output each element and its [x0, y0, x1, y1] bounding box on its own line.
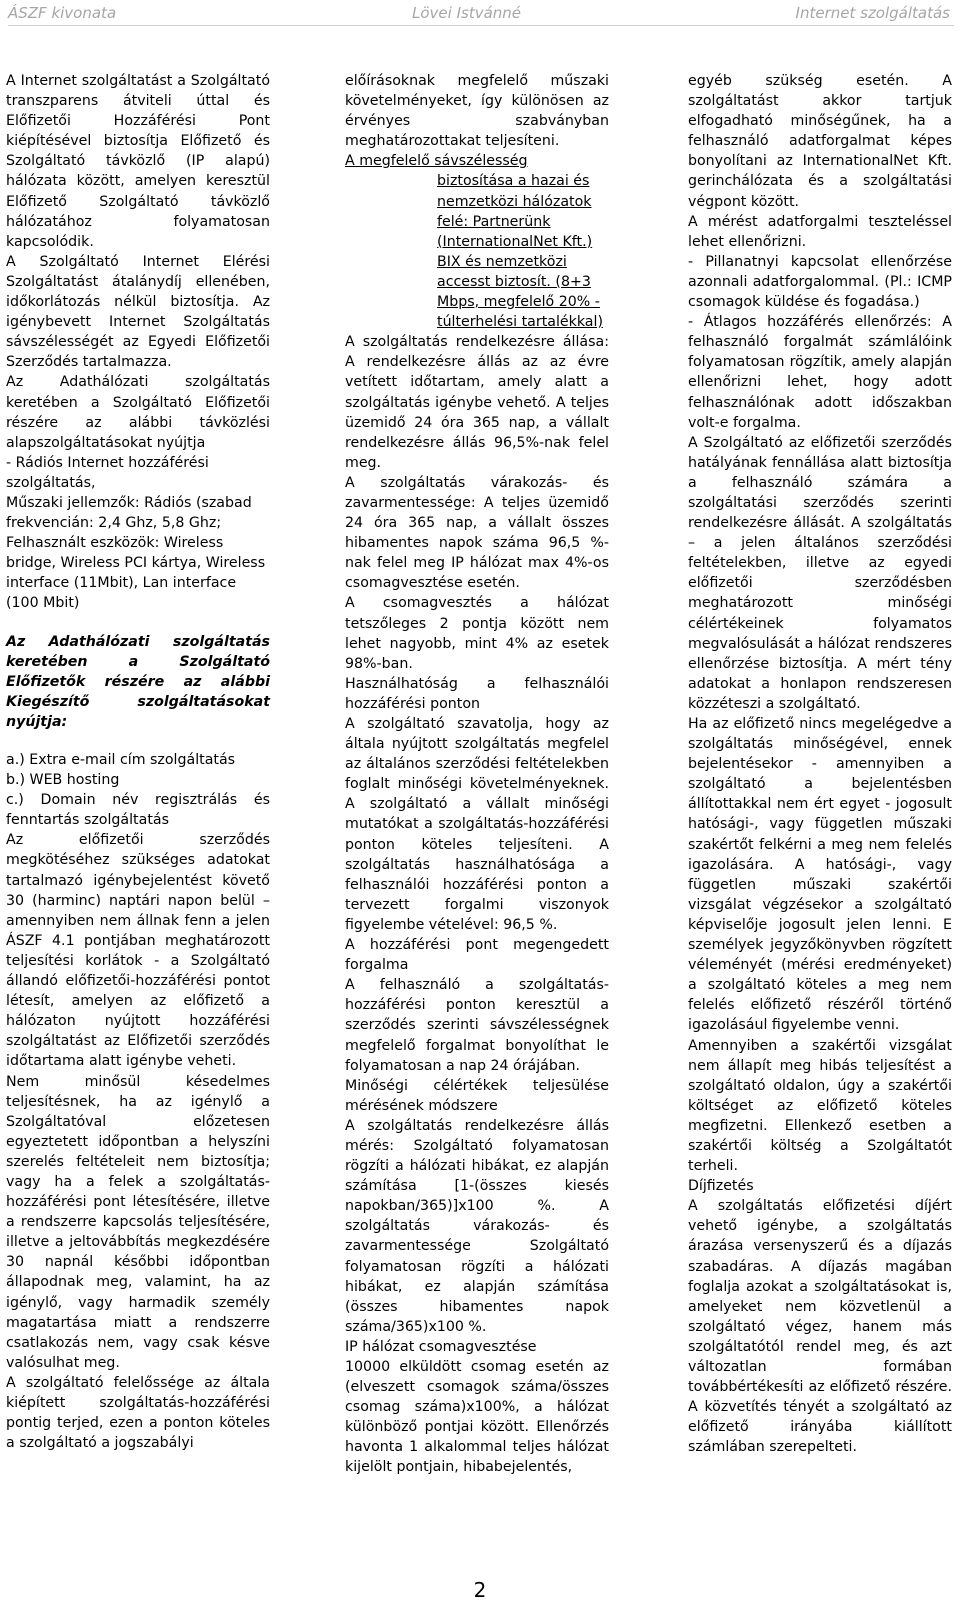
section-heading: Az Adathálózati szolgáltatás keretében a Szolgáltató Előfizetők részére az alábbi Kiegészítő szolgáltatásokat nyújtja:: [6, 633, 270, 730]
paragraph: A Internet szolgáltatást a Szolgáltató transzparens átviteli úttal és Előfizetői Hozzáférési Pont kiépítésével biztosítja Előfizető és Szolgáltató távközlő (IP alapú) hálózata között, amelyen keresztül Előfizető Szolgáltató távközlő hálózatához folyamatosan kapcsolódik.: [6, 73, 270, 250]
paragraph: A Szolgáltató Internet Elérési Szolgáltatást átalánydíj ellenében, időkorlátozás nélkül biztosítja. Az igénybevett Internet Szolgáltatás sávszélességét az Egyedi Előfizetői Szerződés tartalmazza.: [6, 253, 270, 371]
header-left: ÁSZF kivonata: [8, 4, 117, 22]
page-number: 2: [473, 1578, 487, 1602]
underlined-text: biztosítása a hazai és nemzetközi hálózatok felé: Partnerünk (InternationalNet Kft.) BIX és nemzetközi accesst biztosít. (8+3 Mbps, megfelelő 20% - túlterhelési tartalékkal): [437, 173, 603, 331]
paragraph: Nem minősül késedelmes teljesítésnek, ha az igénylő a Szolgáltatóval előzetesen egyeztetett időpontban a helyszíni szerelés feltételeit nem biztosítja; vagy ha a felek a szolgáltatás-hozzáférési pont létesítésére, illetve a rendszerre kapcsolás teljesítésére, illetve a jeltovábbítás megkezdésére 30 napnál későbbi időpontban állapodnak meg, valamint, ha az igénylő, vagy harmadik személy magatartása miatt a rendszerre csatlakozás nem, vagy csak késve valósulhat meg.: [6, 1073, 270, 1371]
header-rule: [8, 25, 954, 26]
list-item: c.) Domain név regisztrálás és fenntartás szolgáltatás: [6, 792, 270, 829]
paragraph: A szolgáltatás rendelkezésre állása: A rendelkezésre állás az az évre vetített időtartam, amely alatt a szolgáltatás igénybe vehető. A teljes üzemidő 24 óra 365 nap, a vállalt rendelkezésre állás 96,5%-nak felel meg.: [345, 334, 609, 471]
list-item: b.) WEB hosting: [6, 772, 120, 789]
paragraph: Díjfizetés: [688, 1178, 754, 1195]
paragraph: IP hálózat csomagvesztése: [345, 1338, 537, 1355]
paragraph: A szolgáltatás várakozás- és zavarmentessége: A teljes üzemidő 24 óra 365 nap, a vállalt összes hibamentes napok száma 96,5 %-nak felel meg IP hálózat max 4%-os csomagvesztése esetén.: [345, 474, 609, 592]
paragraph: A szolgáltatás előfizetési díjért vehető igénybe, a szolgáltatás árazása versenyszerű és a díjazás szabadáras. A díjazás magában foglalja azokat a szolgáltatásokat is, amelyeket nem közvetlenül a szolgáltató végez, hanem más szolgáltatótól rendel meg, és azt változatlan formában továbbértékesíti az előfizető részére. A közvetítés tényét a szolgáltató az előfizető irányába kiállított számlában szerepelteti.: [688, 1198, 952, 1456]
paragraph: Használhatóság a felhasználói hozzáférési ponton: [345, 675, 609, 712]
paragraph: Ha az előfizető nincs megelégedve a szolgáltatás minőségével, ennek bejelentésekor - amennyiben a szolgáltató a bejelentésben állítottakkal nem ért egyet - jogosult hatósági-, vagy független műszaki szakértőt felkérni a meg nem felelés igazolására. A hatósági-, vagy független műszaki szakértői vizsgálat végzésekor a szolgáltató képviselője jogosult jelen lenni. E személyek jegyzőkönyvben rögzített véleményét (mérési eredményeket) a szolgáltató köteles a meg nem felelés előfizető részéről történő igazolásául figyelembe venni.: [688, 716, 952, 1034]
paragraph: Amennyiben a szakértői vizsgálat nem állapít meg hibás teljesítést a szolgáltató oldalon, úgy a szakértői költséget az előfizető köteles megfizetni. Ellenkező esetben a szakértői költség a Szolgáltatót terheli.: [688, 1037, 952, 1175]
paragraph: A felhasználó a szolgáltatás-hozzáférési ponton keresztül a szerződés szerinti sávszélességnek megfelelő forgalmat bonyolíthat le folyamatosan a nap 24 órájában.: [345, 977, 609, 1074]
paragraph: A szolgáltató felelőssége az általa kiépített szolgáltatás-hozzáférési pontig terjed, ezen a ponton köteles a szolgáltató a jogszabályi: [6, 1374, 270, 1452]
list-item: a.) Extra e-mail cím szolgáltatás: [6, 752, 236, 768]
paragraph: Az Adathálózati szolgáltatás keretében a Szolgáltató Előfizetői részére az alábbi távközlési alapszolgáltatásokat nyújtja: [6, 374, 270, 451]
paragraph: A szolgáltatás rendelkezésre állás mérés: Szolgáltató folyamatosan rögzíti a hálózati hibákat, ez alapján számítása [1-(összes kiesés napokban/365)]x100 %. A szolgáltatás várakozás- és zavarmentessége Szolgáltató folyamatosan rögzíti a hálózati hibákat, ez alapján számítása (összes hibamentes napok száma/365)x100 %.: [345, 1117, 609, 1335]
column-1: [6, 71, 270, 1453]
paragraph: - Pillanatnyi kapcsolat ellenőrzése azonnali adatforgalommal. (Pl.: ICMP csomagok küldése és fogadása.): [688, 253, 952, 311]
paragraph: Minőségi célértékek teljesülése mérésének módszere: [345, 1077, 609, 1114]
underlined-heading: A megfelelő sávszélesség: [345, 153, 528, 170]
header-center: Lövei Istvánné: [412, 4, 522, 22]
paragraph: A mérést adatforgalmi teszteléssel lehet ellenőrizni.: [688, 213, 952, 250]
page-header: [0, 4, 960, 26]
paragraph: Műszaki jellemzők: Rádiós (szabad frekvencián: 2,4 Ghz, 5,8 Ghz; Felhasznált eszközök: Wireless bridge, Wireless PCI kártya, Wireless interface (11Mbit), Lan interface (100 Mbit): [6, 494, 266, 612]
paragraph: 10000 elküldött csomag esetén az (elveszett csomagok száma/összes csomag száma)x100%, a hálózat különböző pontjai között. Ellenőrzés havonta 1 alkalommal teljes hálózat kijelölt pontjain, hibabejelentés,: [345, 1359, 609, 1476]
paragraph: - Rádiós Internet hozzáférési szolgáltatás,: [6, 454, 209, 491]
paragraph: A szolgáltató szavatolja, hogy az általa nyújtott szolgáltatás megfelel az általános szerződési feltételekben foglalt minőségi követelményeknek. A szolgáltató a vállalt minőségi mutatókat a szolgáltatás-hozzáférési ponton köteles teljesíteni. A szolgáltatás használhatósága a felhasználói hozzáférési ponton a tervezett forgalmi viszonyok figyelembe vételével: 96,5 %.: [345, 716, 609, 933]
paragraph: előírásoknak megfelelő műszaki követelményeket, így különösen az érvényes szabványban meghatározottakat teljesíteni.: [345, 73, 609, 150]
paragraph: A Szolgáltató az előfizetői szerződés hatályának fennállása alatt biztosítja a felhasználó számára a szolgáltatási szerződés szerinti rendelkezésre állását. A szolgáltatás – a jelen általános szerződési feltételekben, illetve az egyedi előfizetői szerződésben meghatározott minőségi célértékeinek folyamatos megvalósulását a hálózat rendszeres ellenőrzése biztosítja. A mért tény adatokat a honlapon rendszeresen közzéteszi a szolgáltató.: [688, 434, 952, 712]
column-3: [688, 71, 952, 1457]
paragraph: - Átlagos hozzáférés ellenőrzés: A felhasználó forgalmát számlálóink folyamatosan rögzítik, amely alapján ellenőrizni lehet, hogy adott felhasználónak adott időszakban volt-e forgalma.: [688, 314, 952, 431]
paragraph: A hozzáférési pont megengedett forgalma: [345, 937, 609, 974]
paragraph: egyéb szükség esetén. A szolgáltatást akkor tartjuk elfogadható minőségűnek, ha a felhasználó adatforgalmat képes bonyolítani az InternationalNet Kft. gerinchálózata és a szolgáltatási végpont között.: [688, 73, 952, 210]
column-2: [345, 71, 609, 1478]
header-right: Internet szolgáltatás: [795, 4, 950, 22]
paragraph: Az előfizetői szerződés megkötéséhez szükséges adatokat tartalmazó igénybejelentést követő 30 (harminc) naptári napon belül – amennyiben nem állnak fenn a jelen ÁSZF 4.1 pontjában meghatározott teljesítési korlátok - a Szolgáltató állandó előfizetői-hozzáférési pontot létesít, amelyen az előfizető a hálózaton nyújtott hozzáférési szolgáltatást az Előfizetői szerződés időtartama alatt igénybe veheti.: [6, 832, 270, 1070]
paragraph: A csomagvesztés a hálózat tetszőleges 2 pontja között nem lehet nagyobb, mint 4% az esetek 98%-ban.: [345, 595, 609, 672]
